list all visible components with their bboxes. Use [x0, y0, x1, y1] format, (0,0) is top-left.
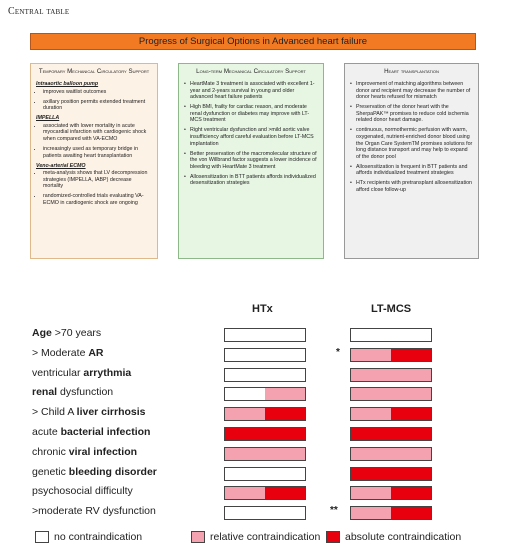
longterm-item: • Allosensitization in BTT patients affords individualized desensitization strategies — [184, 174, 318, 187]
ecmo-item: • meta-analysis shows that LV decompression strategies (IMPELLA, IABP) decrease mortality — [43, 170, 152, 190]
criterion-label — [32, 466, 157, 478]
ltmcs-contraindication-bar — [350, 427, 432, 441]
legend-none — [35, 530, 142, 544]
criterion-label-text: genetic — [32, 465, 69, 478]
bar-segment-none — [225, 369, 305, 381]
heart-transplantation-title: Heart transplantation — [384, 68, 439, 75]
ltmcs-contraindication-bar — [350, 467, 432, 481]
longterm-mcs-panel — [178, 63, 324, 259]
iabp-item: • axillary position permits extended treatment duration — [43, 99, 152, 112]
transplant-item: • Improvement of matching algorithms between donor and recipient may decrease the number of donor hearts refused for mismatch — [350, 81, 473, 101]
heart-transplantation-panel — [344, 63, 479, 259]
bar-segment-relative — [351, 487, 391, 499]
transplant-item: • HTx recipients with pretransplant allosensitization afford close follow-up — [350, 180, 473, 193]
bar-segment-absolute — [391, 408, 431, 420]
ecmo-heading: Veno-arterial ECMO — [36, 162, 86, 169]
footnote-marker: ** — [330, 505, 338, 517]
criterion-label — [32, 485, 133, 497]
bar-segment-relative — [225, 408, 265, 420]
htx-contraindication-bar — [224, 387, 306, 401]
criterion-label-text: >moderate RV dysfunction — [32, 505, 156, 518]
criterion-label-emphasis: viral infection — [68, 445, 138, 458]
bar-segment-none — [225, 388, 265, 400]
longterm-mcs-title: Long-term Mechanical Circulatory Support — [196, 68, 306, 75]
legend-swatch-relative — [191, 531, 205, 543]
htx-contraindication-bar — [224, 467, 306, 481]
bar-segment-absolute — [265, 408, 305, 420]
criterion-label-emphasis: bleeding disorder — [68, 465, 157, 478]
longterm-item: • HeartMate 3 treatment is associated with excellent 1-year and 2-years survival in young and older advanced heart failure patients — [184, 81, 318, 101]
ecmo-item: • randomized-controlled trials evaluating VA-ECMO in cardiogenic shock are ongoing — [43, 193, 152, 206]
criterion-label-text: chronic — [32, 445, 69, 458]
legend-label-absolute: absolute contraindication — [345, 531, 462, 543]
iabp-item: • improves waitlist outcomes — [43, 89, 152, 96]
bar-segment-absolute — [391, 349, 431, 361]
impella-item: • associated with lower mortality in acute myocardial infarction with cardiogenic shock when compared with VA-ECMO — [43, 123, 152, 143]
impella-item: • increasingly used as temporary bridge in patients awaiting heart transplantation — [43, 146, 152, 159]
bar-segment-none — [351, 329, 431, 341]
legend-label-relative: relative contraindication — [210, 531, 321, 543]
ltmcs-column-header: LT-MCS — [371, 303, 412, 315]
longterm-item: • High BMI, frailty for cardiac reason, and moderate renal dysfunction or diabetes may improve with LT-MCS treatment — [184, 104, 318, 124]
legend-swatch-none — [35, 531, 49, 543]
criterion-label-emphasis: bacterial infection — [60, 426, 151, 438]
ltmcs-contraindication-bar — [350, 387, 432, 401]
bar-segment-absolute — [391, 487, 431, 499]
bar-segment-none — [225, 329, 305, 341]
criterion-label-emphasis: AR — [88, 346, 104, 359]
bar-segment-relative — [225, 487, 265, 499]
criterion-label — [32, 505, 156, 517]
temporary-mcs-title: Temporary Mechanical Circulatory Support — [38, 68, 150, 75]
criterion-label-emphasis: renal — [32, 386, 58, 399]
criterion-label — [32, 386, 113, 398]
htx-contraindication-bar — [224, 328, 306, 342]
bar-segment-absolute — [351, 468, 431, 480]
footnote-marker: * — [336, 346, 340, 358]
bar-segment-none — [225, 507, 305, 519]
bar-segment-none — [225, 349, 305, 361]
criterion-label — [32, 367, 131, 379]
ltmcs-contraindication-bar — [350, 348, 432, 362]
temporary-mcs-panel — [30, 63, 158, 259]
transplant-item: • Preservation of the donor heart with the SherpaPAK™ promises to reduce cold ischemia related donor heart damage. — [350, 104, 473, 124]
bar-segment-absolute — [265, 487, 305, 499]
legend-relative — [191, 530, 320, 544]
bar-segment-relative — [351, 349, 391, 361]
htx-contraindication-bar — [224, 506, 306, 520]
bar-segment-relative — [351, 369, 431, 381]
htx-contraindication-bar — [224, 447, 306, 461]
bar-segment-relative — [351, 408, 391, 420]
criterion-label — [32, 347, 104, 359]
htx-column-header: HTx — [252, 303, 273, 315]
criterion-label — [32, 446, 137, 458]
ltmcs-contraindication-bar — [350, 368, 432, 382]
bar-segment-absolute — [225, 428, 305, 440]
central-table-heading: Central table — [8, 6, 70, 17]
criterion-label-text: > Child A — [32, 406, 77, 419]
bar-segment-relative — [351, 448, 431, 460]
criterion-label-suffix: >70 years — [51, 327, 102, 339]
criterion-label — [32, 426, 150, 438]
ltmcs-contraindication-bar — [350, 447, 432, 461]
legend-absolute — [326, 530, 461, 544]
criterion-label-text: > Moderate — [32, 346, 89, 359]
ltmcs-contraindication-bar — [350, 407, 432, 421]
htx-contraindication-bar — [224, 486, 306, 500]
bar-segment-relative — [351, 507, 391, 519]
title-banner: Progress of Surgical Options in Advanced heart failure — [30, 33, 476, 50]
criterion-label-emphasis: Age — [32, 327, 52, 339]
ltmcs-contraindication-bar — [350, 486, 432, 500]
bar-segment-none — [225, 468, 305, 480]
bar-segment-relative — [225, 448, 305, 460]
criterion-label-text: psychosocial difficulty — [32, 485, 133, 498]
legend-swatch-absolute — [326, 531, 340, 543]
ltmcs-contraindication-bar — [350, 328, 432, 342]
htx-contraindication-bar — [224, 427, 306, 441]
htx-contraindication-bar — [224, 368, 306, 382]
impella-heading: IMPELLA — [36, 115, 60, 122]
htx-contraindication-bar — [224, 348, 306, 362]
longterm-item: • Better preservation of the macromolecular structure of the von Willbrand factor suggests a lower incidence of bleeding with HeartMate 3 treatment — [184, 151, 318, 171]
criterion-label — [32, 327, 101, 339]
legend-label-none: no contraindication — [54, 531, 143, 543]
criterion-label-text: ventricular — [32, 366, 84, 379]
transplant-item: • continuous, normothermic perfusion with warm, oxygenated, nutrient-enriched donor blood using the Organ Care SystemTM promises solutions for long distance transport and may help to expand of the donor pool — [350, 127, 473, 160]
ltmcs-contraindication-bar — [350, 506, 432, 520]
bar-segment-absolute — [351, 428, 431, 440]
criterion-label-emphasis: liver cirrhosis — [76, 406, 146, 419]
criterion-label-text: acute — [32, 426, 61, 438]
criterion-label-emphasis: arrythmia — [83, 366, 132, 379]
transplant-item: • Allosensitization is frequent in BTT patients and affords individualized treatment strategies — [350, 164, 473, 177]
iabp-heading: Intraaortic balloon pump — [36, 81, 99, 87]
htx-contraindication-bar — [224, 407, 306, 421]
criterion-label — [32, 406, 146, 418]
bar-segment-relative — [351, 388, 431, 400]
bar-segment-relative — [265, 388, 305, 400]
bar-segment-absolute — [391, 507, 431, 519]
longterm-item: • Right ventricular dysfunction and >mild aortic valve insufficiency afford careful evaluation before LT-MCS implantation — [184, 127, 318, 147]
criterion-label-suffix: dysfunction — [57, 386, 114, 399]
